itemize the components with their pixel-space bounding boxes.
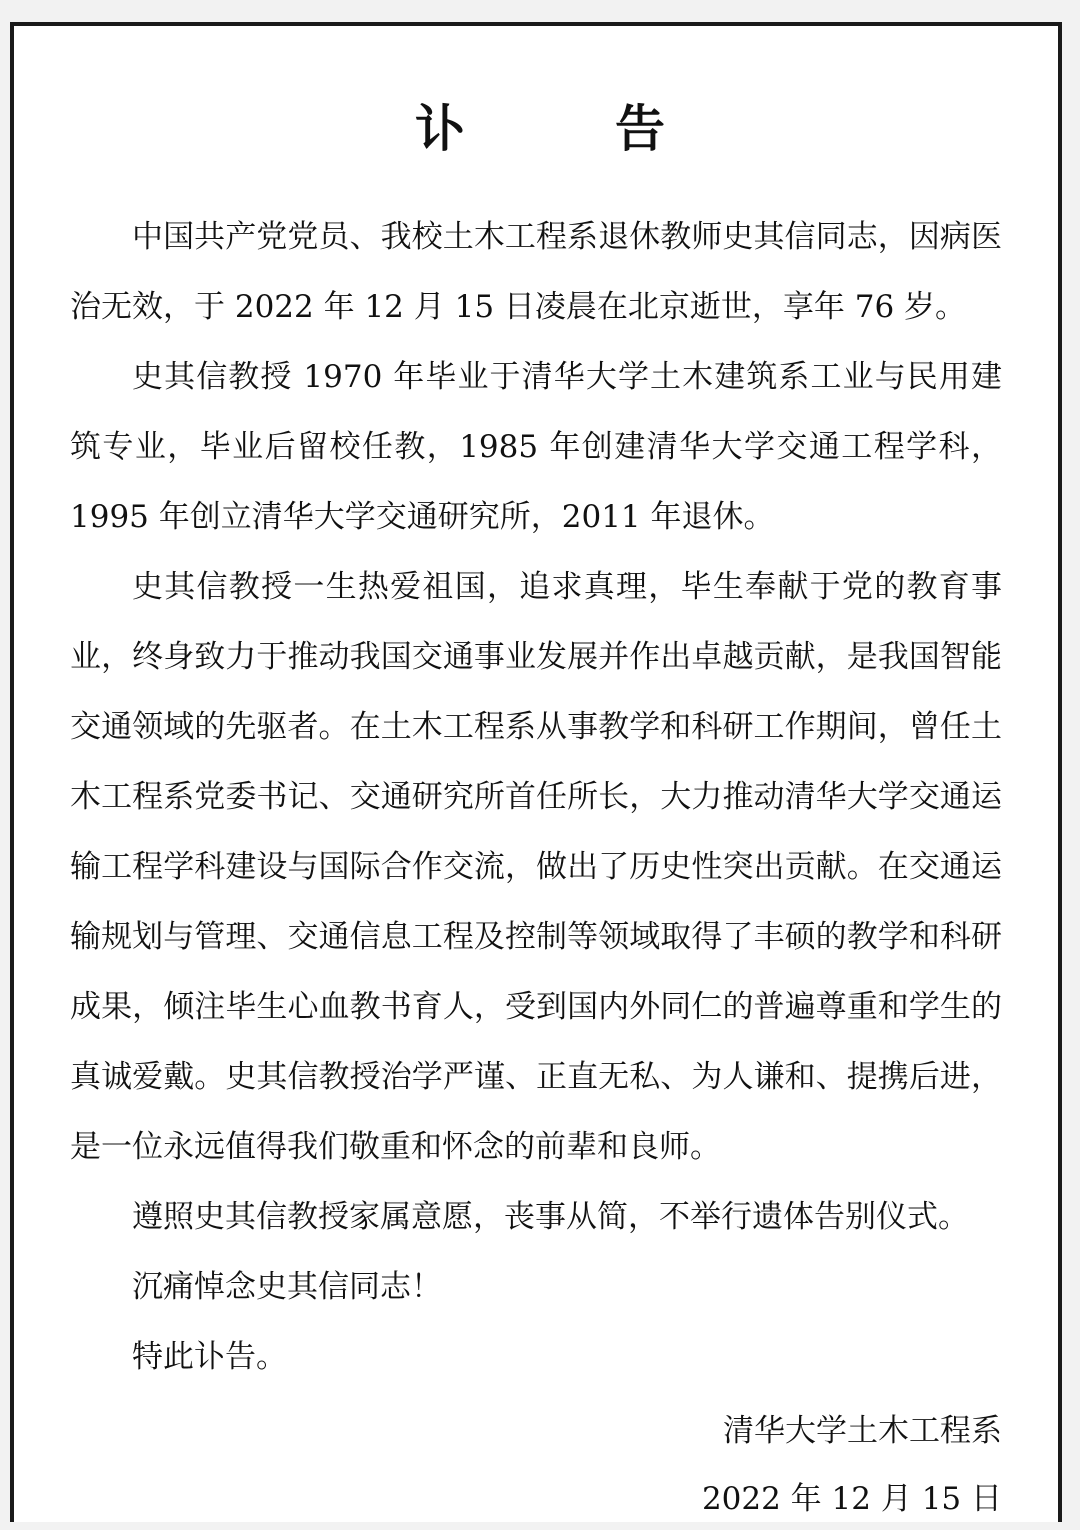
document-title: 讣 告 <box>415 100 715 158</box>
paragraph-contributions: 史其信教授一生热爱祖国，追求真理，毕生奉献于党的教育事业，终身致力于推动我国交通事业发展并作出卓越贡献，是我国智能交通领域的先驱者。在土木工程系从事教学和科研工作期间，曾任土木工程系党委书记、交通研究所首任所长，大力推动清华大学交通运输工程学科建设与国际合作交流，做出了历史性突出贡献。在交通运输规划与管理、交通信息工程及控制等领域取得了丰硕的教学和科研成果，倾注毕生心血教书育人，受到国内外同仁的普遍尊重和学生的真诚爱戴。史其信教授治学严谨、正直无私、为人谦和、提携后进，是一位永远值得我们敬重和怀念的前辈和良师。 <box>70 569 1002 1165</box>
paragraph-announcement: 中国共产党党员、我校土木工程系退休教师史其信同志，因病医治无效，于 2022 年 12 月 15 日凌晨在北京逝世，享年 76 岁。 <box>70 219 1002 325</box>
paragraph-closing: 特此讣告。 <box>132 1339 287 1375</box>
document-body <box>70 202 1002 1392</box>
paragraph-mourning: 沉痛悼念史其信同志！ <box>132 1269 442 1305</box>
paragraph-career: 史其信教授 1970 年毕业于清华大学土木建筑系工业与民用建筑专业，毕业后留校任教，1985 年创建清华大学交通工程学科，1995 年创立清华大学交通研究所，2011 年退休。 <box>70 359 1002 535</box>
paragraph-funeral-arrangements: 遵照史其信教授家属意愿，丧事从简，不举行遗体告别仪式。 <box>132 1199 969 1235</box>
document-date: 2022 年 12 月 15 日 <box>701 1481 1002 1517</box>
signature: 清华大学土木工程系 <box>723 1413 1002 1449</box>
